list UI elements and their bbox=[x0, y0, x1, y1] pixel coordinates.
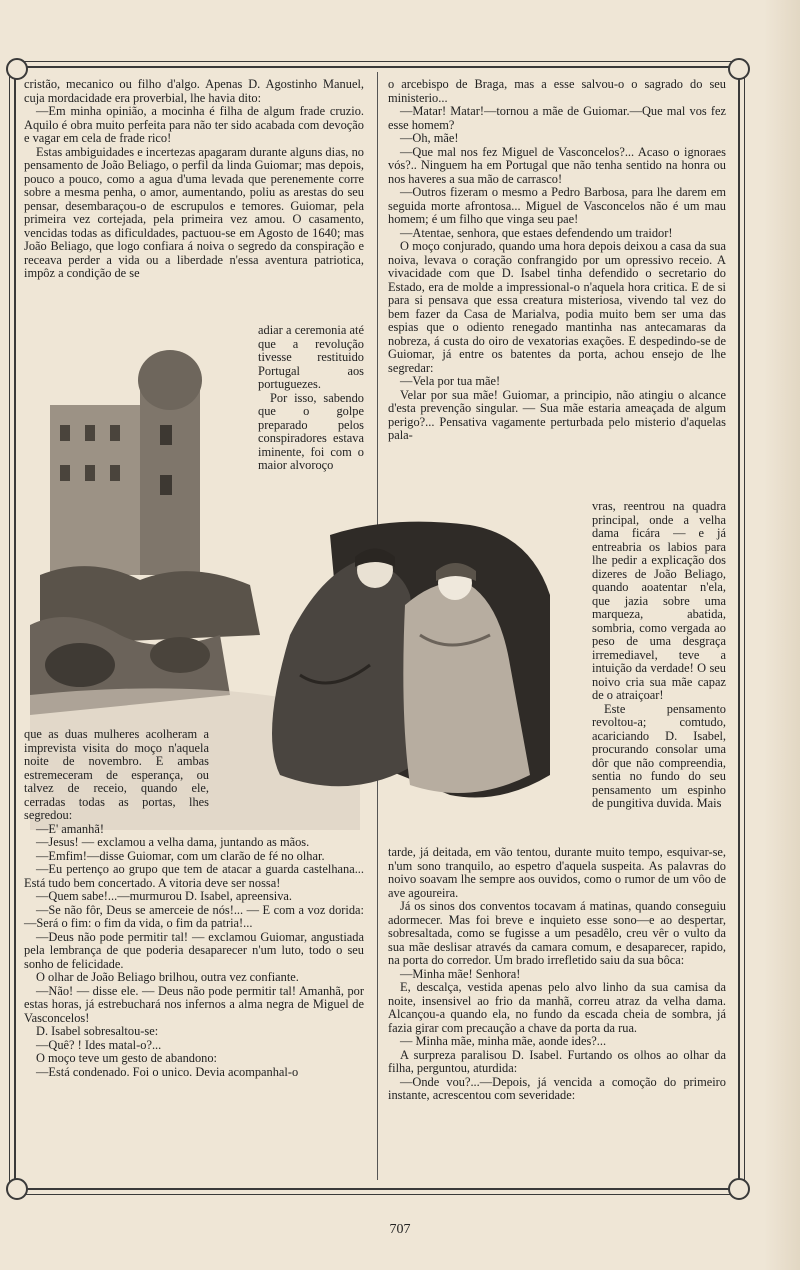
page-edge-shadow bbox=[764, 0, 800, 1270]
paragraph: —Oh, mãe! bbox=[400, 131, 459, 145]
paragraph: adiar a ceremonia até que a revolução tivesse restituido Portugal aos portuguezes. bbox=[258, 323, 364, 391]
right-column-bottom bbox=[388, 846, 726, 1103]
paragraph: —Emfim!—disse Guiomar, com um clarão de fé no olhar. bbox=[36, 848, 325, 863]
paragraph: —Deus não pode permitir tal! — exclamou Guiomar, angustiada pela lembrança de que poderia desaparecer n'um luto, todo o seu sonho de felicidade. bbox=[24, 929, 364, 971]
paragraph: Já os sinos dos conventos tocavam á matinas, quando conseguiu adormecer. Mas foi breve e inquieto esse sono—e ao despertar, sobresaltada, como se fugisse a um pesadêlo, creu vêr o vulto da sua mãe deslisar através da camara comum, e desaparecer, rapido, na porta do corredor. Um brado irrefletido saiu da sua bôca: bbox=[388, 899, 726, 967]
paragraph: E, descalça, vestida apenas pelo alvo linho da sua camisa da noite, insensivel ao frio da manhã, correu atraz da velha dama. Alcançou-a quando ela, no fundo da escada cheia de sombra, já fazia girar com precaução a chave da porta da rua. bbox=[388, 980, 726, 1035]
border-ornament bbox=[728, 58, 750, 80]
left-column-top bbox=[24, 78, 364, 281]
paragraph: —E' amanhã! bbox=[36, 821, 104, 836]
paragraph: —Matar! Matar!—tornou a mãe de Guiomar.—Que mal vos fez esse homem? bbox=[388, 104, 726, 132]
paragraph: tarde, já deitada, em vão tentou, durante muito tempo, esquivar-se, n'um sono tranquilo, ao espetro d'aquela suspeita. As palavras do noivo soavam lhe sempre aos ouvidos, como o rumor de um vôo de ave agoureira. bbox=[388, 845, 726, 900]
border-ornament bbox=[6, 1178, 28, 1200]
paragraph: —Vela por tua mãe! bbox=[400, 374, 501, 388]
paragraph: —Em minha opinião, a mocinha é filha de algum frade cruzio. Aquilo é obra muito perfeita para não ter sido acabada com devoção e vagar em cela de frade rico! bbox=[24, 104, 364, 145]
paragraph: —Não! — disse ele. — Deus não pode permitir tal! Amanhã, por estas horas, já estrebuchará nos infernos a alma negra de Miguel de Vasconcelos! bbox=[24, 983, 364, 1025]
paragraph: D. Isabel sobresaltou-se: bbox=[36, 1024, 159, 1038]
paragraph: Velar por sua mãe! Guiomar, a principio, não atingiu o alcance d'esta prevenção singular. — Sua mãe estaria ameaçada de algum perigo?... Pensativa vagamente perturbada pelo misterio d'aquelas pala- bbox=[388, 387, 726, 442]
border-ornament bbox=[728, 1178, 750, 1200]
paragraph: —Quê? ! Ides matal-o?... bbox=[36, 1037, 162, 1052]
paragraph: —Atentae, senhora, que estaes defendendo um traidor! bbox=[400, 225, 673, 240]
paragraph: O olhar de João Beliago brilhou, outra vez confiante. bbox=[36, 970, 299, 984]
paragraph: Este pensamento revoltou-a; comtudo, acariciando D. Isabel, procurando consolar uma dôr que não compreendia, sentia no fundo do seu pensamento um espinho de pungitiva duvida. Mais bbox=[592, 701, 726, 810]
paragraph: A surpreza paralisou D. Isabel. Furtando os olhos ao olhar da filha, perguntou, aturdida: bbox=[388, 1047, 726, 1075]
paragraph: — Minha mãe, minha mãe, aonde ides?... bbox=[400, 1034, 607, 1048]
paragraph: Por isso, sabendo que o golpe preparado pelos conspiradores estava iminente, foi com o maior alvoroço bbox=[258, 390, 364, 472]
paragraph: vras, reentrou na quadra principal, onde a velha dama ficára — e já entreabria os labios para lhe pedir a explicação dos dizeres de João Beliago, quando aoatentar n'ela, que jazia sobre uma marqueza, abatida, sombria, como vergada ao peso de uma desgraça irremediavel, teve a intuição da verdade! O seu noivo cria sua mãe capaz de o atraiçoar! bbox=[592, 499, 726, 702]
paragraph: Estas ambiguidades e incertezas apagaram durante alguns dias, no pensamento de João Beliago, o perfil da linda Guiomar; mas depois, pouco a pouco, como a agua d'uma levada que perenemente corre sobre a mesma penha, o amor, aumentando, poliu as arestas do seu pensar, desembaraçou-o de escrupulos e temores. Guiomar, pela primeira vez cortejada, pela primeira vez amou. O casamento, vencidas todas as dificuldades, pactuou-se em Agosto de 1640; mas João Beliago, que logo confiara á noiva o segredo da conspiração e receava perder a vida ou a liberdade n'essa aventura patriotica, impôz a condição de se bbox=[24, 144, 364, 280]
right-column-wrap bbox=[592, 500, 726, 811]
left-column-bottom bbox=[24, 728, 364, 1079]
paragraph: —Eu pertenço ao grupo que tem de atacar a guarda castelhana... Está tudo bem concertado. A vitoria deve ser nossa! bbox=[24, 862, 364, 890]
paragraph: —Quem sabe!...—murmurou D. Isabel, apreensiva. bbox=[36, 889, 292, 903]
paragraph: —Está condenado. Foi o unico. Devia acompanhal-o bbox=[36, 1064, 299, 1079]
paragraph: —Minha mãe! Senhora! bbox=[400, 966, 521, 981]
paragraph: o arcebispo de Braga, mas a esse salvou-o o sagrado do seu ministerio... bbox=[388, 77, 726, 105]
page-number: 707 bbox=[389, 1222, 411, 1237]
right-column-top bbox=[388, 78, 726, 443]
paragraph: O moço teve um gesto de abandono: bbox=[36, 1051, 217, 1065]
church-dome bbox=[138, 350, 202, 410]
paragraph: —Se não fôr, Deus se amerceie de nós!... — E com a voz dorida:—Será o fim: o fim da vida, o fim da patria!... bbox=[24, 902, 364, 930]
paragraph: cristão, mecanico ou filho d'algo. Apenas D. Agostinho Manuel, cuja mordacidade era proverbial, lhe havia dito: bbox=[24, 77, 364, 105]
paragraph: —Outros fizeram o mesmo a Pedro Barbosa, para lhe darem em seguida morte afrontosa... Miguel de Vasconcelos não é um mau homem; é um filho que vinga seu pae! bbox=[388, 185, 726, 226]
paragraph: —Onde vou?...—Depois, já vencida a comoção do primeiro instante, acrescentou com severidade: bbox=[388, 1074, 726, 1102]
paragraph: —Que mal nos fez Miguel de Vasconcelos?... Acaso o ignoraes vós?.. Ninguem ha em Portugal que não tenha sentido na honra ou nos haveres a sua mão de carrasco! bbox=[388, 144, 726, 186]
paragraph: —Jesus! — exclamou a velha dama, juntando as mãos. bbox=[36, 835, 310, 849]
paragraph: que as duas mulheres acolheram a imprevista visita do moço n'aquela noite de novembro. E ambas estremeceram de esperança, ou talvez de receio, quando ele, cerradas todas as portas, lhes segredou: bbox=[24, 727, 209, 822]
paragraph: O moço conjurado, quando uma hora depois deixou a casa da sua noiva, levava o coração confrangido por um opressivo receio. A vivacidade com que D. Isabel tinha defendido o secretario do Estado, era de molde a impressional-o n'aquela hora critica. E de si para si pensava que essa creatura misteriosa, vivendo tal vez do bem fazer da Casa de Marialva, podia muito bem ser uma das espias que o odiento renegado mantinha nas antecamaras da nobreza, á custa do oiro de vexatorias exações. E despedindo-se de Guiomar, já entre os batentes da porta, achou ensejo de lhe segredar: bbox=[388, 239, 726, 375]
